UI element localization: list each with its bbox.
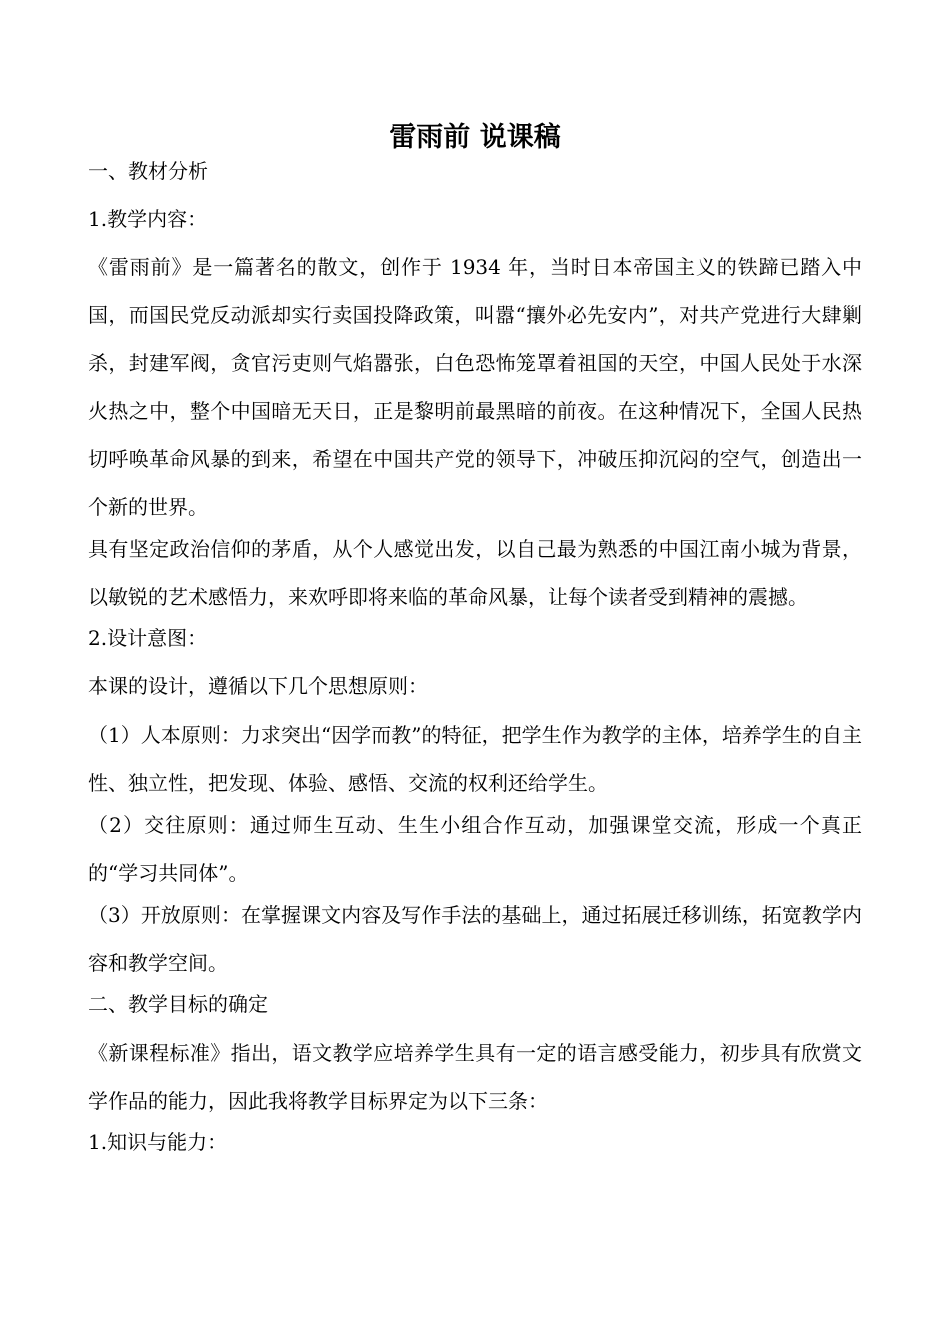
paragraph-principle-interaction: （2）交往原则：通过师生互动、生生小组合作互动，加强课堂交流，形成一个真正的“学习共同体”。 (88, 813, 862, 885)
subheading-design-intent: 2.设计意图： (88, 626, 208, 650)
section-heading-teaching-material-analysis: 一、教材分析 (88, 159, 208, 183)
paragraph-background: 《雷雨前》是一篇著名的散文，创作于 1934 年，当时日本帝国主义的铁蹄已踏入中国，而国民党反动派却实行卖国投降政策，叫嚣“攘外必先安内”，对共产党进行大肆剿杀，封建军阀，贪官污吏则气焰嚣张，白色恐怖笼罩着祖国的天空，中国人民处于水深火热之中，整个中国暗无天日，正是黎明前最黑暗的前夜。在这种情况下，全国人民热切呼唤革命风暴的到来，希望在中国共产党的领导下，冲破压抑沉闷的空气，创造出一个新的世界。 (88, 255, 862, 519)
subheading-knowledge-ability: 1.知识与能力： (88, 1130, 228, 1154)
paragraph-principle-humanistic: （1）人本原则：力求突出“因学而教”的特征，把学生作为教学的主体，培养学生的自主性、独立性，把发现、体验、感悟、交流的权利还给学生。 (88, 723, 862, 795)
subheading-teaching-content: 1.教学内容： (88, 207, 208, 231)
paragraph-curriculum-standard: 《新课程标准》指出，语文教学应培养学生具有一定的语言感受能力，初步具有欣赏文学作品的能力，因此我将教学目标界定为以下三条： (88, 1041, 862, 1113)
paragraph-principle-openness: （3）开放原则：在掌握课文内容及写作手法的基础上，通过拓展迁移训练，拓宽教学内容和教学空间。 (88, 903, 862, 975)
document-title: 雷雨前 说课稿 (389, 122, 561, 153)
document-body (88, 150, 862, 1174)
paragraph-author: 具有坚定政治信仰的茅盾，从个人感觉出发，以自己最为熟悉的中国江南小城为背景，以敏锐的艺术感悟力，来欢呼即将来临的革命风暴，让每个读者受到精神的震撼。 (88, 537, 862, 609)
section-heading-teaching-objectives: 二、教学目标的确定 (88, 992, 268, 1016)
paragraph-design-intro: 本课的设计，遵循以下几个思想原则： (88, 674, 428, 698)
